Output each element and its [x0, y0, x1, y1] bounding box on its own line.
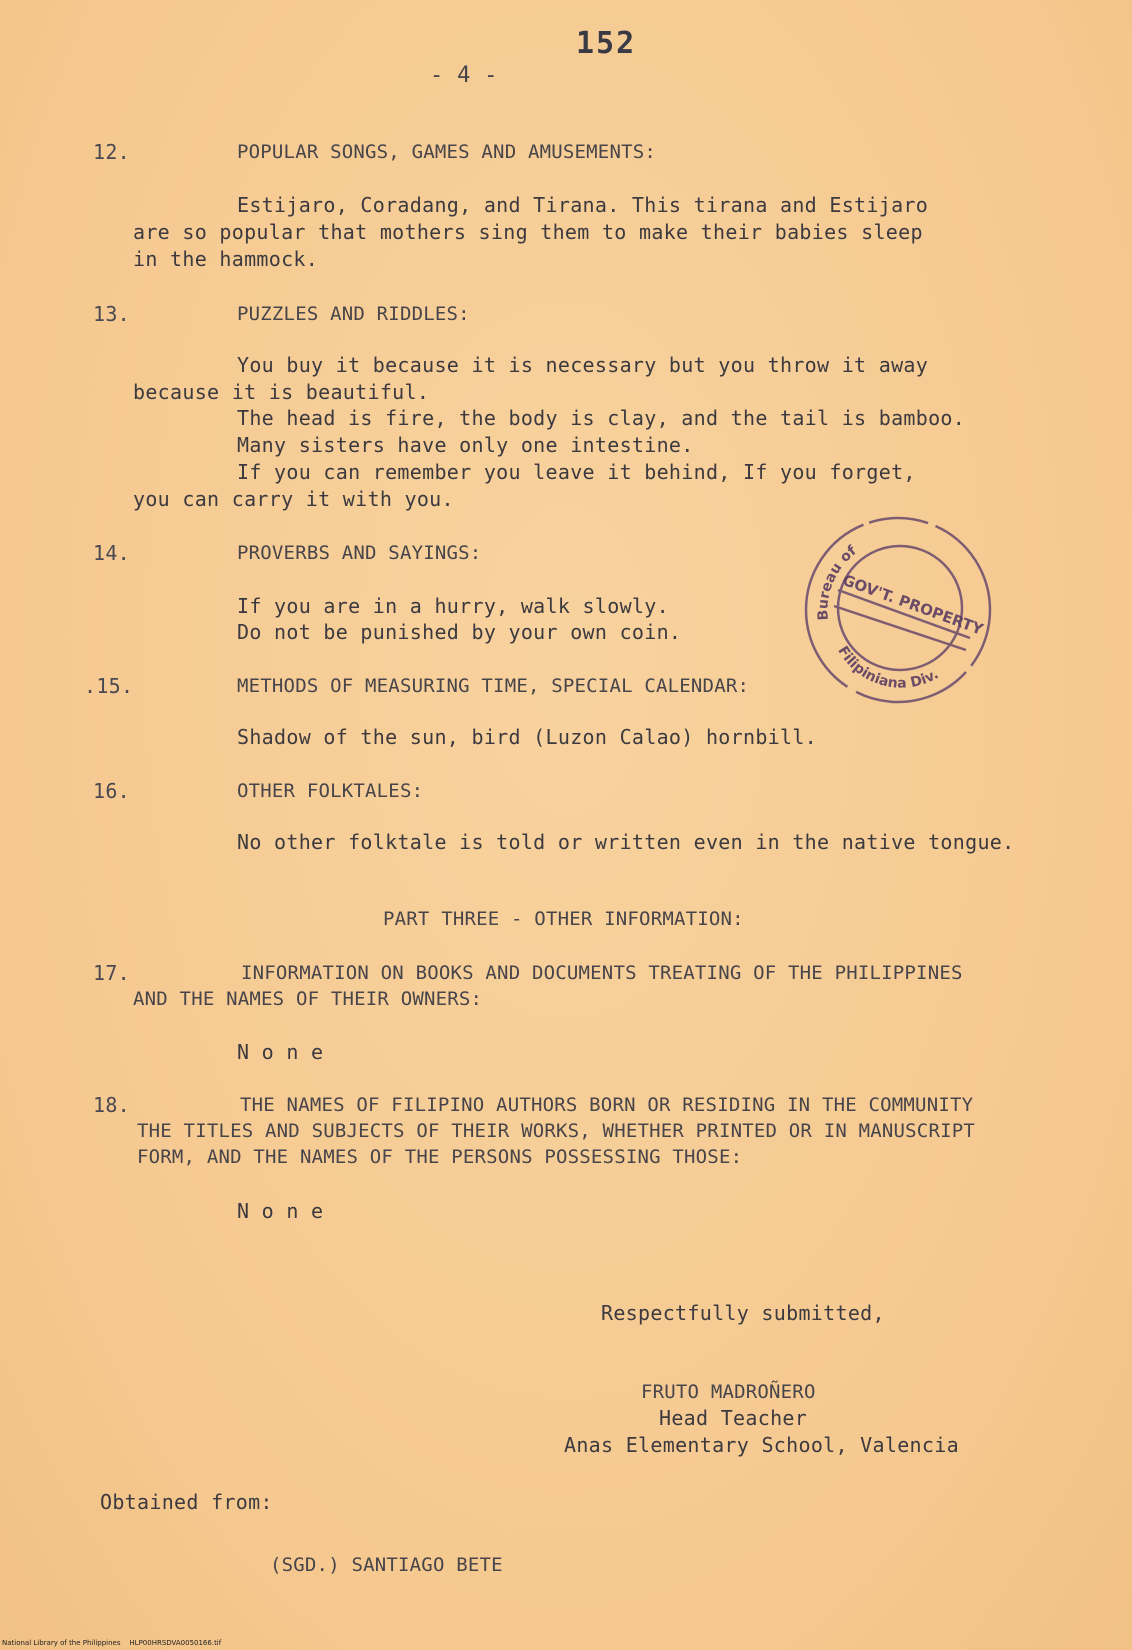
section-heading-12: POPULAR SONGS, GAMES AND AMUSEMENTS:: [237, 141, 657, 163]
section-heading-18-cont: THE TITLES AND SUBJECTS OF THEIR WORKS, WHETHER PRINTED OR IN MANUSCRIPT: [137, 1120, 976, 1142]
section-heading-17-cont: AND THE NAMES OF THEIR OWNERS:: [133, 988, 483, 1010]
section-13-line: because it is beautiful.: [133, 380, 430, 404]
section-number-18: 18.: [93, 1093, 131, 1117]
section-heading-18: THE NAMES OF FILIPINO AUTHORS BORN OR RESIDING IN THE COMMUNITY: [240, 1094, 974, 1116]
signer-name: FRUTO MADROÑERO: [641, 1381, 816, 1403]
section-12-line: Estijaro, Coradang, and Tirana. This tirana and Estijaro: [237, 193, 929, 217]
section-13-line: The head is fire, the body is clay, and the tail is bamboo.: [237, 406, 966, 430]
section-13-line: you can carry it with you.: [133, 487, 454, 511]
section-heading-14: PROVERBS AND SAYINGS:: [237, 542, 482, 564]
section-number-17: 17.: [93, 961, 131, 985]
signer-title: Head Teacher: [659, 1406, 808, 1430]
section-13-line: Many sisters have only one intestine.: [237, 433, 694, 457]
section-number-14: 14.: [93, 541, 131, 565]
section-heading-17: INFORMATION ON BOOKS AND DOCUMENTS TREATING OF THE PHILIPPINES: [241, 962, 963, 984]
section-12-line: are so popular that mothers sing them to make their babies sleep: [133, 220, 923, 244]
stamp-bottom-text: Filipiniana Div.: [834, 643, 942, 692]
section-17-answer: N o n e: [237, 1040, 324, 1064]
section-number-13: 13.: [93, 302, 131, 326]
section-12-line: in the hammock.: [133, 247, 319, 271]
obtained-label: Obtained from:: [100, 1490, 273, 1514]
scan-footer: [2, 1639, 221, 1648]
section-16-line: No other folktale is told or written even in the native tongue.: [237, 830, 1015, 854]
footer-library: National Library of the Philippines: [2, 1639, 121, 1647]
closing: Respectfully submitted,: [601, 1301, 885, 1325]
stamp-top-text: Bureau of: [815, 542, 860, 621]
section-heading-16: OTHER FOLKTALES:: [237, 780, 424, 802]
govt-property-stamp: [798, 510, 998, 710]
section-heading-13: PUZZLES AND RIDDLES:: [237, 303, 470, 325]
section-13-line: You buy it because it is necessary but you throw it away: [237, 353, 929, 377]
stamp-middle-text: GOV'T. PROPERTY: [840, 570, 986, 639]
section-number-12: 12.: [93, 140, 131, 164]
section-heading-18-cont: FORM, AND THE NAMES OF THE PERSONS POSSESSING THOSE:: [137, 1146, 743, 1168]
section-number-16: 16.: [93, 779, 131, 803]
section-heading-15: METHODS OF MEASURING TIME, SPECIAL CALENDAR:: [237, 675, 750, 697]
section-18-answer: N o n e: [237, 1199, 324, 1223]
part-three-title: PART THREE - OTHER INFORMATION:: [383, 908, 744, 930]
page-label: - 4 -: [430, 63, 498, 88]
section-14-line: Do not be punished by your own coin.: [237, 620, 682, 644]
signer-school: Anas Elementary School, Valencia: [564, 1433, 959, 1457]
footer-file: HLP00HRSDVA0050166.tif: [129, 1639, 222, 1647]
section-14-line: If you are in a hurry, walk slowly.: [237, 594, 669, 618]
obtained-source: (SGD.) SANTIAGO BETE: [270, 1554, 503, 1576]
section-number-15: .15.: [84, 674, 134, 698]
section-15-line: Shadow of the sun, bird (Luzon Calao) hornbill.: [237, 725, 818, 749]
section-13-line: If you can remember you leave it behind, If you forget,: [237, 460, 916, 484]
stamped-page-number: 152: [576, 26, 637, 61]
